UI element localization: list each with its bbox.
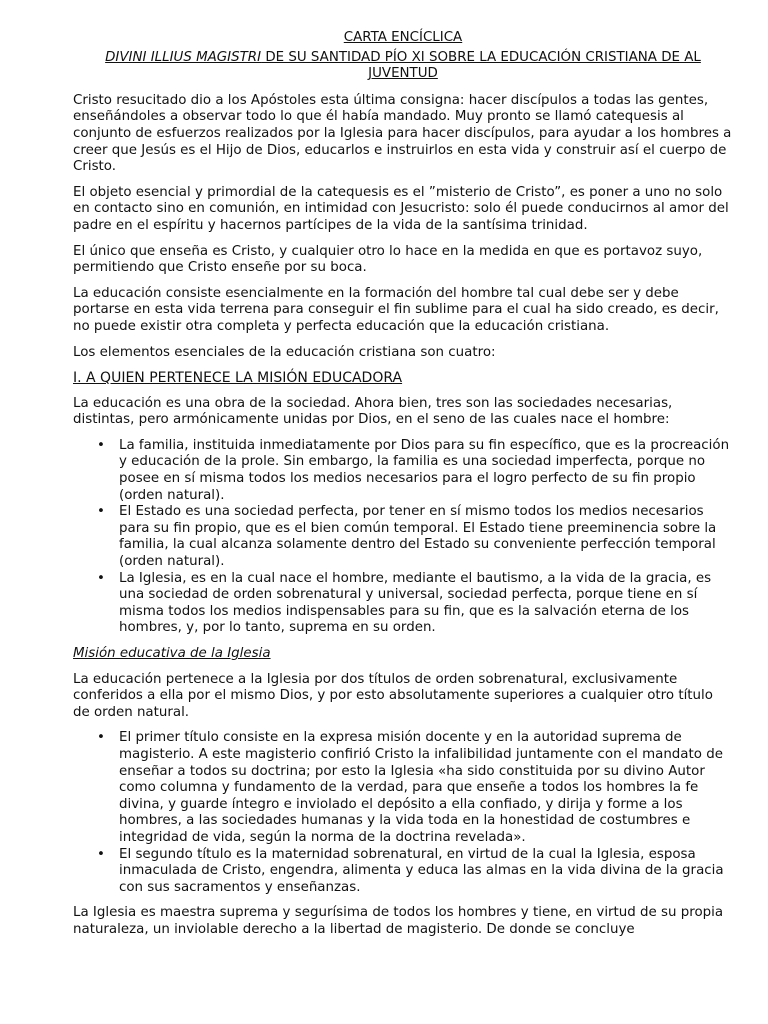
list-item [73, 438, 733, 504]
subtitle-rest: DE SU SANTIDAD PÍO XI SOBRE LA EDUCACIÓN CRISTIANA DE AL JUVENTUD [261, 49, 701, 82]
document-subtitle [73, 50, 733, 83]
societies-list [73, 438, 733, 637]
document-page [73, 30, 733, 948]
bullet-icon: • [97, 570, 105, 586]
intro-paragraph-3: El único que enseña es Cristo, y cualquier otro lo hace en la medida en que es portavoz suyo, permitiendo que Cristo enseñe por su boca. [73, 243, 703, 276]
section-intro: La educación es una obra de la sociedad. Ahora bien, tres son las sociedades necesarias, distintas, pero armónicamente unidas por Dios, en el seno de las cuales nace el hombre: [73, 395, 673, 428]
subsection-heading: Misión educativa de la Iglesia [73, 646, 271, 661]
list-item [73, 571, 733, 637]
list-item [73, 847, 733, 897]
list-item-text: La Iglesia, es en la cual nace el hombre, mediante el bautismo, a la vida de la gracia, es una sociedad de orden sobrenatural y universal, sociedad perfecta, porque tiene en sí misma todos los medios indispensables para su fin, que es la salvación eterna de los hombres, y, por lo tanto, suprema en su orden. [119, 570, 712, 636]
bullet-icon: • [97, 437, 105, 453]
titles-list [73, 730, 733, 896]
bullet-icon: • [97, 846, 105, 862]
closing-paragraph: La Iglesia es maestra suprema y segurísima de todos los hombres y tiene, en virtud de su propia naturaleza, un inviolable derecho a la libertad de magisterio. De donde se concluye [73, 905, 724, 937]
list-item [73, 504, 733, 570]
list-item-text: El segundo título es la maternidad sobrenatural, en virtud de la cual la Iglesia, esposa inmaculada de Cristo, engendra, alimenta y educa las almas en la vida divina de la gracia con sus sacramentos y enseñanzas. [119, 846, 724, 895]
list-item-text: El Estado es una sociedad perfecta, por tener en sí mismo todos los medios necesarios para su fin propio, que es el bien común temporal. El Estado tiene preeminencia sobre la familia, la cual alcanza solamente dentro del Estado su conveniente perfección temporal (orden natural). [119, 504, 717, 570]
bullet-icon: • [97, 504, 105, 520]
list-item-text: La familia, instituida inmediatamente por Dios para su fin específico, que es la procreación y educación de la prole. Sin embargo, la familia es una sociedad imperfecta, porque no posee en sí misma todos los medios necesarios para el logro perfecto de su fin propio (orden natural). [119, 437, 730, 503]
intro-paragraph-4: La educación consiste esencialmente en la formación del hombre tal cual debe ser y debe portarse en esta vida terrena para conseguir el fin sublime para el cual ha sido creado, es decir, no puede existir otra completa y perfecta educación que la educación cristiana. [73, 285, 719, 334]
bullet-icon: • [97, 730, 105, 746]
intro-paragraph-2: El objeto esencial y primordial de la catequesis es el ”misterio de Cristo”, es poner a uno no solo en contacto sino en comunión, en intimidad con Jesucristo: solo él puede conducirnos al amor del padre en el espíritu y hacernos partícipes de la vida de la santísima trinidad. [73, 184, 729, 233]
list-item [73, 730, 733, 846]
intro-paragraph-5: Los elementos esenciales de la educación cristiana son cuatro: [73, 344, 496, 360]
subsection-intro: La educación pertenece a la Iglesia por dos títulos de orden sobrenatural, exclusivamente conferidos a ella por el mismo Dios, y por esto absolutamente superiores a cualquier otro título de orden natural. [73, 671, 713, 720]
intro-paragraph-1: Cristo resucitado dio a los Apóstoles esta última consigna: hacer discípulos a todas las gentes, enseñándoles a observar todo lo que él había mandado. Muy pronto se llamó catequesis al conjunto de esfuerzos realizados por la Iglesia para hacer discípulos, para ayudar a los hombres a creer que Jesús es el Hijo de Dios, educarlos e instruirlos en esta vida y construir así el cuerpo de Cristo. [73, 92, 732, 175]
section-heading: I. A QUIEN PERTENECE LA MISIÓN EDUCADORA [73, 370, 403, 387]
document-title: CARTA ENCÍCLICA [343, 30, 463, 45]
list-item-text: El primer título consiste en la expresa misión docente y en la autoridad suprema de magisterio. A este magisterio confirió Cristo la infalibilidad juntamente con el mandato de enseñar a todos su doctrina; por esto la Iglesia «ha sido constituida por su divino Autor como columna y fundamento de la verdad, para que enseñe a todos los hombres la fe divina, y guarde íntegro e inviolado el depósito a ella confiado, y dirija y forme a los hombres, a las sociedades humanas y la vida toda en la honestidad de costumbres e integridad de vida, según la norma de la doctrina revelada». [119, 730, 723, 845]
subtitle-latin: DIVINI ILLIUS MAGISTRI [105, 49, 262, 65]
